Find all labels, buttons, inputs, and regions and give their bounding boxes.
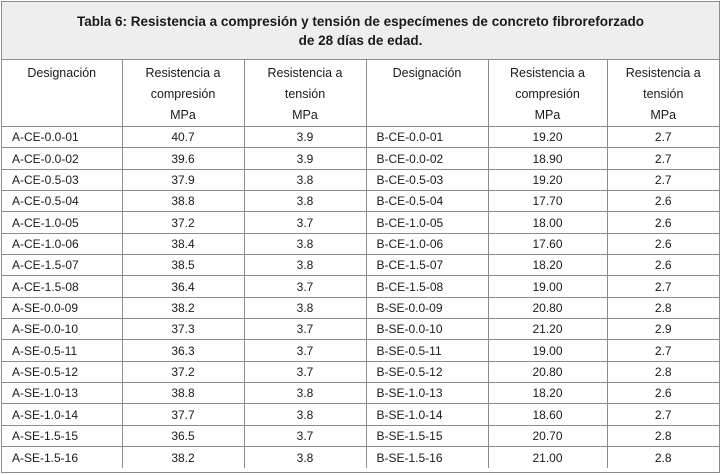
tension-cell: 2.8 (654, 450, 672, 465)
tension-cell: 3.8 (244, 233, 366, 254)
designation-cell: A-SE-0.0-10 (2, 319, 122, 340)
designation-cell: A-CE-0.5-04 (2, 191, 122, 212)
tension-cell: 2.7 (607, 276, 719, 297)
column-header (607, 60, 719, 127)
column-header-line: tensión (643, 87, 684, 101)
compression-cell: 18.20 (488, 383, 607, 404)
caption-line-2: de 28 días de edad. (298, 32, 423, 48)
designation-cell: A-CE-1.0-05 (2, 212, 122, 233)
column-header-line: compresión (515, 87, 580, 101)
compression-cell: 37.3 (122, 319, 244, 340)
designation-cell: A-SE-0.5-11 (2, 340, 122, 361)
compression-cell: 20.70 (488, 425, 607, 446)
compression-cell: 38.8 (122, 383, 244, 404)
tension-cell: 3.8 (244, 297, 366, 318)
designation-cell: B-CE-0.5-04 (366, 191, 488, 212)
designation-cell: A-SE-1.0-13 (2, 383, 122, 404)
tension-cell: 2.8 (607, 425, 719, 446)
designation-cell: A-CE-0.0-02 (2, 148, 122, 169)
designation-cell: B-SE-0.0-09 (366, 297, 488, 318)
designation-cell: B-SE-1.5-15 (366, 425, 488, 446)
tension-cell: 3.8 (244, 447, 366, 468)
tension-cell: 2.9 (607, 319, 719, 340)
compression-cell: 36.3 (122, 340, 244, 361)
compression-cell: 21.00 (488, 447, 607, 468)
column-header-line: Resistencia a (625, 66, 701, 80)
tension-cell: 3.7 (244, 361, 366, 382)
table-row (2, 447, 719, 468)
tension-cell: 2.7 (607, 169, 719, 190)
compression-cell: 18.00 (488, 212, 607, 233)
compression-cell: 19.00 (488, 276, 607, 297)
tension-cell: 3.7 (244, 319, 366, 340)
compression-cell: 18.20 (488, 255, 607, 276)
tension-cell: 2.7 (607, 127, 719, 148)
tension-cell: 2.8 (607, 297, 719, 318)
designation-cell: B-CE-1.0-06 (366, 233, 488, 254)
tension-cell: 3.8 (244, 169, 366, 190)
column-header-line: Resistencia a (509, 66, 586, 80)
designation-cell: A-SE-1.0-14 (2, 404, 122, 425)
tension-cell: 3.7 (244, 425, 366, 446)
designation-cell: B-CE-0.0-02 (366, 148, 488, 169)
tension-cell: 2.6 (607, 383, 719, 404)
designation-cell: B-SE-1.5-16 (366, 447, 488, 468)
table-body (2, 127, 719, 469)
compression-cell: 19.20 (488, 169, 607, 190)
tension-cell: 3.7 (244, 212, 366, 233)
designation-cell: B-SE-0.5-11 (366, 340, 488, 361)
table-row (2, 233, 719, 254)
designation-cell: A-SE-1.5-15 (2, 425, 122, 446)
designation-cell: B-SE-1.0-13 (366, 383, 488, 404)
tension-cell: 2.7 (607, 404, 719, 425)
designation-cell: A-CE-0.0-01 (2, 127, 122, 148)
compression-cell: 20.80 (488, 361, 607, 382)
table-row (2, 319, 719, 340)
designation-cell: B-SE-0.5-12 (366, 361, 488, 382)
compression-cell: 21.20 (488, 319, 607, 340)
designation-cell: A-CE-1.0-06 (2, 233, 122, 254)
compression-cell: 37.7 (122, 404, 244, 425)
tension-cell: 2.6 (607, 233, 719, 254)
results-table (2, 60, 719, 468)
designation-cell: B-CE-1.0-05 (366, 212, 488, 233)
caption-line-1: Tabla 6: Resistencia a compresión y tensión de especímenes de concreto fibroreforzado (77, 13, 644, 29)
table-row (2, 425, 719, 446)
compression-cell: 18.90 (488, 148, 607, 169)
designation-cell: B-CE-0.5-03 (366, 169, 488, 190)
tension-cell: 3.7 (244, 340, 366, 361)
compression-cell: 19.00 (488, 340, 607, 361)
designation-cell: B-CE-1.5-08 (366, 276, 488, 297)
column-header-line: Designación (392, 66, 462, 80)
compression-cell: 36.4 (122, 276, 244, 297)
compression-cell: 39.6 (122, 148, 244, 169)
tension-cell: 2.6 (607, 191, 719, 212)
compression-cell: 38.2 (122, 447, 244, 468)
tension-cell: 3.7 (244, 276, 366, 297)
table-row (2, 191, 719, 212)
compression-cell: 37.2 (122, 212, 244, 233)
column-header (2, 60, 122, 127)
table-row (2, 297, 719, 318)
column-header (366, 60, 488, 127)
compression-cell: 17.60 (488, 233, 607, 254)
table-row (2, 340, 719, 361)
compression-cell: 18.60 (488, 404, 607, 425)
designation-cell: B-CE-0.0-01 (366, 127, 488, 148)
column-header-line: MPa (650, 108, 677, 122)
designation-cell: A-SE-0.0-09 (2, 297, 122, 318)
compression-cell: 37.9 (122, 169, 244, 190)
column-header-line: Resistencia a (145, 66, 221, 80)
table-row (2, 383, 719, 404)
table-frame (1, 1, 720, 473)
column-header-line: MPa (170, 108, 196, 122)
designation-cell: B-SE-1.0-14 (366, 404, 488, 425)
column-header-line: MPa (292, 108, 318, 122)
table-row (2, 255, 719, 276)
designation-cell: A-CE-0.5-03 (2, 169, 122, 190)
header-row (2, 60, 719, 127)
tension-cell: 2.7 (607, 340, 719, 361)
compression-cell: 19.20 (488, 127, 607, 148)
tension-cell: 3.8 (244, 404, 366, 425)
column-header-line: Designación (27, 66, 97, 80)
compression-cell: 38.4 (122, 233, 244, 254)
compression-cell: 40.7 (122, 127, 244, 148)
table-caption (2, 2, 719, 60)
tension-cell: 3.8 (244, 191, 366, 212)
designation-cell: B-SE-0.0-10 (366, 319, 488, 340)
designation-cell: A-CE-1.5-08 (2, 276, 122, 297)
table-row (2, 276, 719, 297)
tension-cell: 2.6 (607, 212, 719, 233)
column-header-line: MPa (534, 108, 561, 122)
compression-cell: 36.5 (122, 425, 244, 446)
table-row (2, 361, 719, 382)
tension-cell: 3.9 (244, 148, 366, 169)
designation-cell: B-CE-1.5-07 (366, 255, 488, 276)
compression-cell: 38.2 (122, 297, 244, 318)
tension-cell: 2.6 (607, 255, 719, 276)
tension-cell: 2.8 (607, 361, 719, 382)
tension-cell: 2.7 (607, 148, 719, 169)
compression-cell: 17.70 (488, 191, 607, 212)
compression-cell: 38.8 (122, 191, 244, 212)
table-row (2, 404, 719, 425)
table-caption-text (31, 12, 691, 50)
column-header (488, 60, 607, 127)
designation-cell: A-CE-1.5-07 (2, 255, 122, 276)
column-header (122, 60, 244, 127)
table-row (2, 127, 719, 148)
compression-cell: 20.80 (488, 297, 607, 318)
compression-cell: 37.2 (122, 361, 244, 382)
compression-cell: 38.5 (122, 255, 244, 276)
designation-cell: A-SE-1.5-16 (2, 447, 122, 468)
tension-cell: 3.9 (244, 127, 366, 148)
column-header (244, 60, 366, 127)
column-header-line: tensión (284, 87, 326, 101)
tension-cell: 3.8 (244, 383, 366, 404)
designation-cell: A-SE-0.5-12 (2, 361, 122, 382)
table-row (2, 148, 719, 169)
column-header-line: compresión (150, 87, 216, 101)
tension-cell: 3.8 (244, 255, 366, 276)
column-header-line: Resistencia a (267, 66, 343, 80)
table-row (2, 212, 719, 233)
table-row (2, 169, 719, 190)
